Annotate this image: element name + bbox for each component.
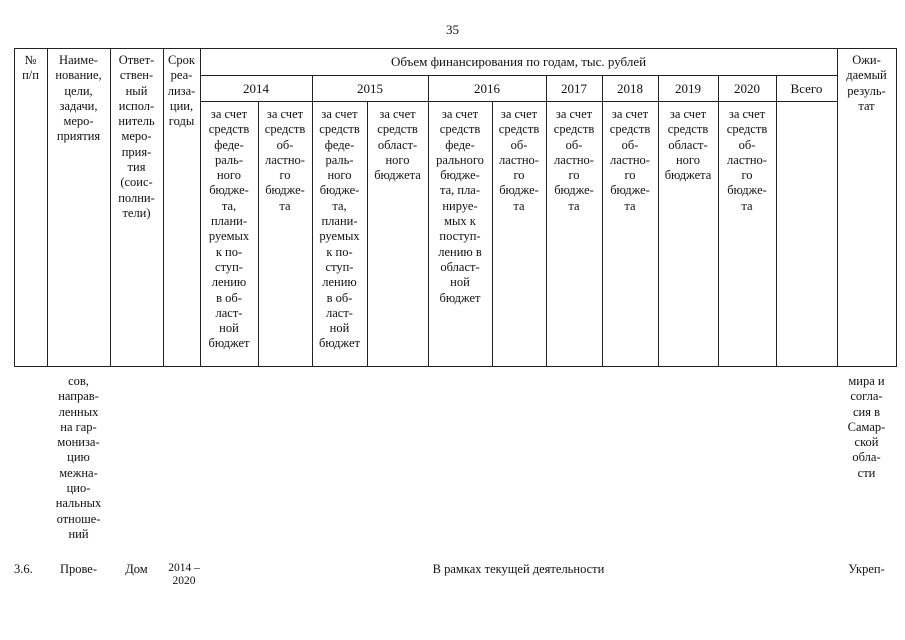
year-2020: 2020 (734, 81, 760, 96)
year-total: Всего (790, 81, 823, 96)
sub-2018-regional: за счет средств об- ластно- го бюдже- та (609, 107, 651, 213)
row-3-6-name: Прове- (59, 562, 98, 576)
sub-2015-regional: за счет средств област- ного бюджета (374, 107, 421, 183)
year-2016: 2016 (474, 81, 500, 96)
row-3-6-term: 2014 – 2020 (168, 562, 200, 587)
header-responsible: Ответ- ствен- ный испол- нитель меро- прия- тия (соис- полни- тели) (118, 53, 155, 220)
year-2018: 2018 (617, 81, 643, 96)
continuation-name: сов, направ- ленных на гар- мониза- цию межна- цио- нальных отноше- ний (55, 374, 102, 541)
sub-2014-federal: за счет средств феде- раль- ного бюдже- та, плани- руемых к по- ступ- лению в об- ласт- ной бюджет (208, 107, 250, 351)
header-name: Наиме- нование, цели, задачи, меро- приятия (55, 53, 102, 144)
year-2014: 2014 (243, 81, 269, 96)
sub-2015-federal: за счет средств феде- раль- ного бюдже- та, плани- руемых к по- ступ- лению в об- ласт- ной бюджет (319, 107, 360, 351)
header-num: № п/п (22, 53, 39, 83)
header-financing: Объем финансирования по годам, тыс. рублей (390, 54, 647, 69)
row-3-6-num: 3.6. (14, 562, 33, 576)
header-result: Ожи- даемый резуль- тат (846, 53, 887, 113)
sub-2020-regional: за счет средств об- ластно- го бюдже- та (726, 107, 768, 213)
year-2019: 2019 (675, 81, 701, 96)
row-3-6-result: Укреп- (848, 562, 885, 576)
sub-2016-regional: за счет средств об- ластно- го бюдже- та (498, 107, 540, 213)
row-3-6-note: В рамках текущей деятельности (432, 562, 605, 576)
year-2015: 2015 (357, 81, 383, 96)
continuation-result: мира и согла- сия в Самар- ской обла- сти (847, 374, 886, 480)
page-number: 35 (446, 22, 459, 37)
sub-2016-federal: за счет средств феде- рального бюдже- та, пла- нируе- мых к поступ- лению в област- ной бюджет (436, 107, 484, 305)
header-term: Срок реа- лиза- ции, годы (167, 53, 196, 129)
row-3-6-responsible: Дом (125, 562, 148, 576)
sub-2017-regional: за счет средств об- ластно- го бюдже- та (553, 107, 595, 213)
year-2017: 2017 (561, 81, 587, 96)
sub-2019-regional: за счет средств област- ного бюджета (664, 107, 712, 183)
sub-2014-regional: за счет средств об- ластно- го бюдже- та (264, 107, 306, 213)
